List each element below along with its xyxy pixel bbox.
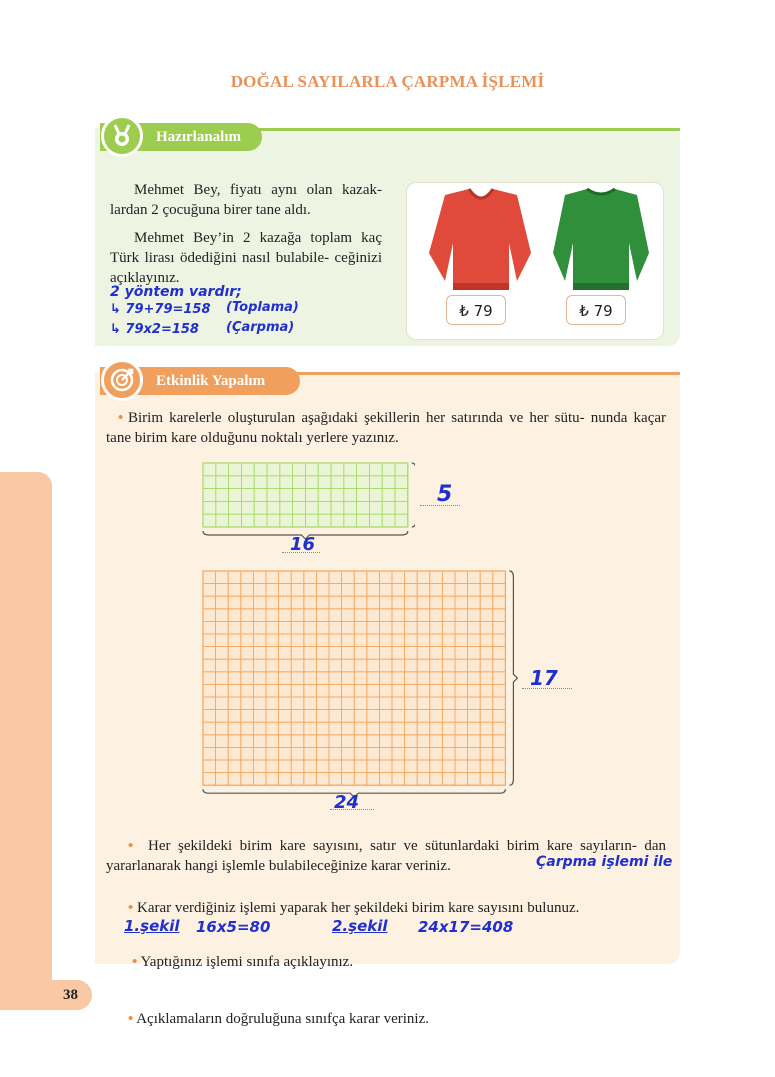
- activity-bullet-5-text: Açıklamaların doğruluğuna sınıfça karar veriniz.: [136, 1011, 430, 1027]
- bullet-2-handwritten-answer: Çarpma işlemi ile: [536, 854, 673, 870]
- row-brace: [509, 571, 517, 785]
- price-tag-red: ₺ 79: [446, 295, 506, 325]
- activity-bullet-4-text: Yaptığınız işlemi sınıfa açıklayınız.: [140, 954, 354, 970]
- activity-bullet-1: [106, 408, 666, 448]
- activity-bullet-3: [128, 898, 668, 918]
- handwritten-addition: ↳ 79+79=158: [110, 302, 211, 317]
- bullet-icon: •: [132, 954, 138, 970]
- shape-1-label: 1.şekil: [124, 917, 180, 935]
- red-sweater-image: [429, 189, 531, 290]
- handwritten-addition-label: (Toplama): [226, 300, 299, 315]
- activity-bullet-3-text: Karar verdiğiniz işlemi yaparak her şekildeki birim kare sayısını bulunuz.: [137, 900, 580, 916]
- activity-bullet-4: [132, 952, 652, 972]
- unit-square-grid-1: [200, 460, 415, 540]
- price-tag-green: ₺ 79: [566, 295, 626, 325]
- activity-bullet-2-text: Her şekildeki birim kare sayısını, satır ve sütunlardaki birim kare sayıların- dan yararlanarak hangi işlemle bulabileceğinize karar veriniz.: [106, 838, 666, 874]
- shape-2-answer: 24x17=408: [418, 918, 514, 936]
- bullet-icon: •: [118, 410, 124, 426]
- grid-2-row-answer: 17: [530, 666, 558, 690]
- grid-1-column-dotted-line: [282, 552, 320, 553]
- grid-1-column-answer: 16: [290, 534, 316, 555]
- grid-1-row-answer: 5: [437, 482, 453, 507]
- side-margin-bar: [0, 472, 52, 982]
- target-icon: [101, 359, 143, 401]
- prepare-heading: Hazırlanalım: [100, 123, 262, 151]
- page-title: DOĞAL SAYILARLA ÇARPMA İŞLEMİ: [230, 72, 545, 91]
- shape-2-label: 2.şekil: [332, 917, 388, 935]
- grid-1-row-dotted-line: [420, 505, 460, 506]
- shape-1-answer: 16x5=80: [196, 918, 271, 936]
- unit-square-grid-2: [200, 568, 520, 800]
- row-brace: [412, 463, 415, 527]
- grid-2-column-answer: 24: [334, 792, 360, 813]
- handwritten-multiplication-label: (Çarpma): [226, 320, 295, 335]
- page-number: 38: [0, 980, 92, 1010]
- activity-heading: Etkinlik Yapalım: [100, 367, 300, 395]
- activity-bullet-1-text: Birim karelerle oluşturulan aşağıdaki şekillerin her satırında ve her sütu- nunda kaçar tane birim kare olduğunu noktalı yerlere yazınız.: [106, 410, 666, 446]
- activity-bullet-5: [128, 1009, 668, 1029]
- grid-2-column-dotted-line: [330, 809, 374, 810]
- green-sweater-image: [553, 189, 649, 290]
- prepare-paragraph-2: Mehmet Bey’in 2 kazağa toplam kaç Türk lirası ödediğini nasıl bulabile- ceğinizi açıklayınız.: [110, 230, 382, 286]
- grid-2-row-dotted-line: [522, 688, 572, 689]
- medal-icon: [101, 115, 143, 157]
- bullet-icon: •: [128, 900, 134, 916]
- handwritten-multiplication: ↳ 79x2=158: [110, 322, 199, 337]
- bullet-icon: •: [128, 1011, 134, 1027]
- handwritten-note-title: 2 yöntem vardır;: [110, 284, 242, 300]
- prepare-paragraph-1: Mehmet Bey, fiyatı aynı olan kazak- lardan 2 çocuğuna birer tane aldı.: [110, 182, 382, 218]
- bullet-icon: •: [128, 838, 134, 854]
